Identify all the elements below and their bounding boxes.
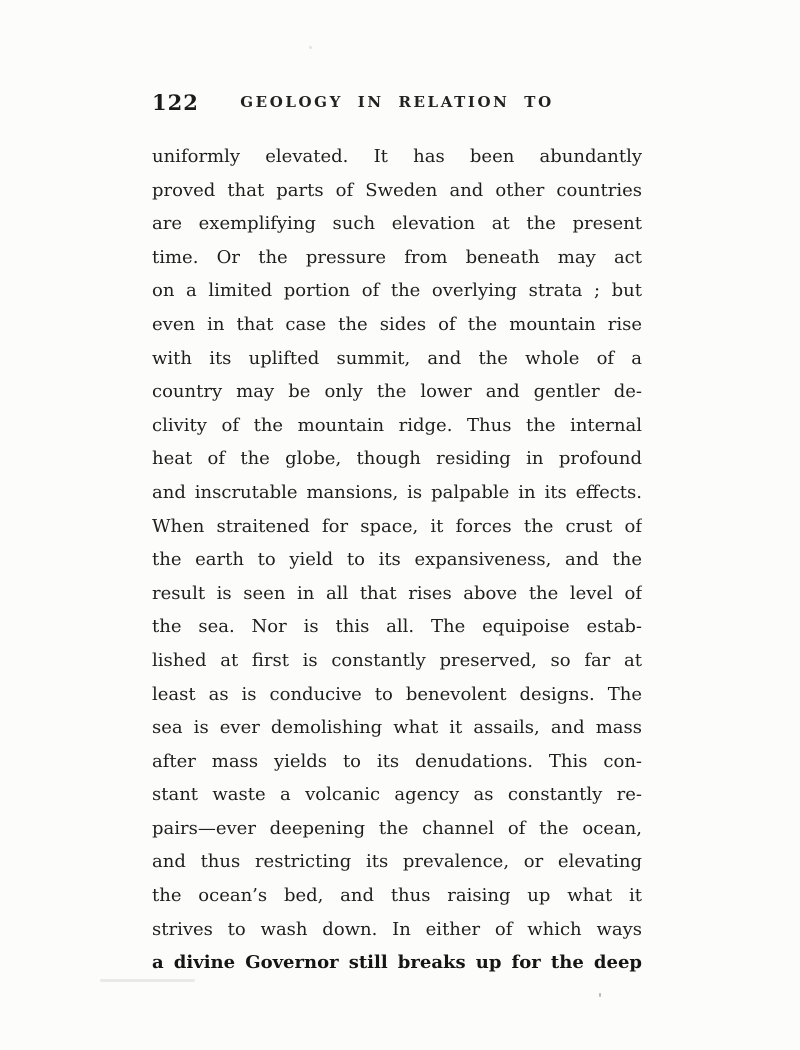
text-line: the sea. Nor is this all. The equipoise estab-	[152, 616, 642, 638]
text-line: the ocean’s bed, and thus raising up what it	[152, 885, 642, 907]
running-title: GEOLOGY IN RELATION TO	[240, 93, 554, 111]
text-line: When straitened for space, it forces the crust of	[152, 515, 642, 537]
text-line: heat of the globe, though residing in profound	[152, 448, 642, 470]
text-line: lished at first is constantly preserved, so far at	[152, 649, 642, 671]
text-line: the earth to yield to its expansiveness, and the	[152, 549, 642, 571]
text-line: country may be only the lower and gentler de-	[152, 381, 642, 403]
text-line: stant waste a volcanic agency as constantly re-	[152, 784, 642, 806]
text-line: result is seen in all that rises above the level of	[152, 582, 642, 604]
scan-speck	[309, 46, 312, 49]
text-line: time. Or the pressure from beneath may act	[152, 246, 642, 268]
text-line: pairs—ever deepening the channel of the ocean,	[152, 817, 642, 839]
page-number: 122	[152, 90, 199, 115]
text-line: with its uplifted summit, and the whole of a	[152, 347, 642, 369]
text-line: least as is conducive to benevolent designs. The	[152, 683, 642, 705]
text-line: are exemplifying such elevation at the present	[152, 213, 642, 235]
text-line: proved that parts of Sweden and other countries	[152, 179, 642, 201]
text-line: uniformly elevated. It has been abundantly	[152, 146, 642, 167]
text-line: on a limited portion of the overlying strata ; but	[152, 280, 642, 302]
text-line: strives to wash down. In either of which ways	[152, 918, 642, 940]
text-line: after mass yields to its denudations. This con-	[152, 750, 642, 772]
text-line: sea is ever demolishing what it assails, and mass	[152, 717, 642, 739]
text-line: clivity of the mountain ridge. Thus the internal	[152, 414, 642, 436]
text-line: a divine Governor still breaks up for the deep	[152, 952, 642, 974]
body-text-block	[152, 140, 642, 980]
text-line: even in that case the sides of the mountain rise	[152, 313, 642, 335]
scan-speck	[599, 993, 601, 997]
running-header	[152, 90, 642, 118]
text-line: and inscrutable mansions, is palpable in its effects.	[152, 481, 642, 503]
text-line: and thus restricting its prevalence, or elevating	[152, 851, 642, 873]
